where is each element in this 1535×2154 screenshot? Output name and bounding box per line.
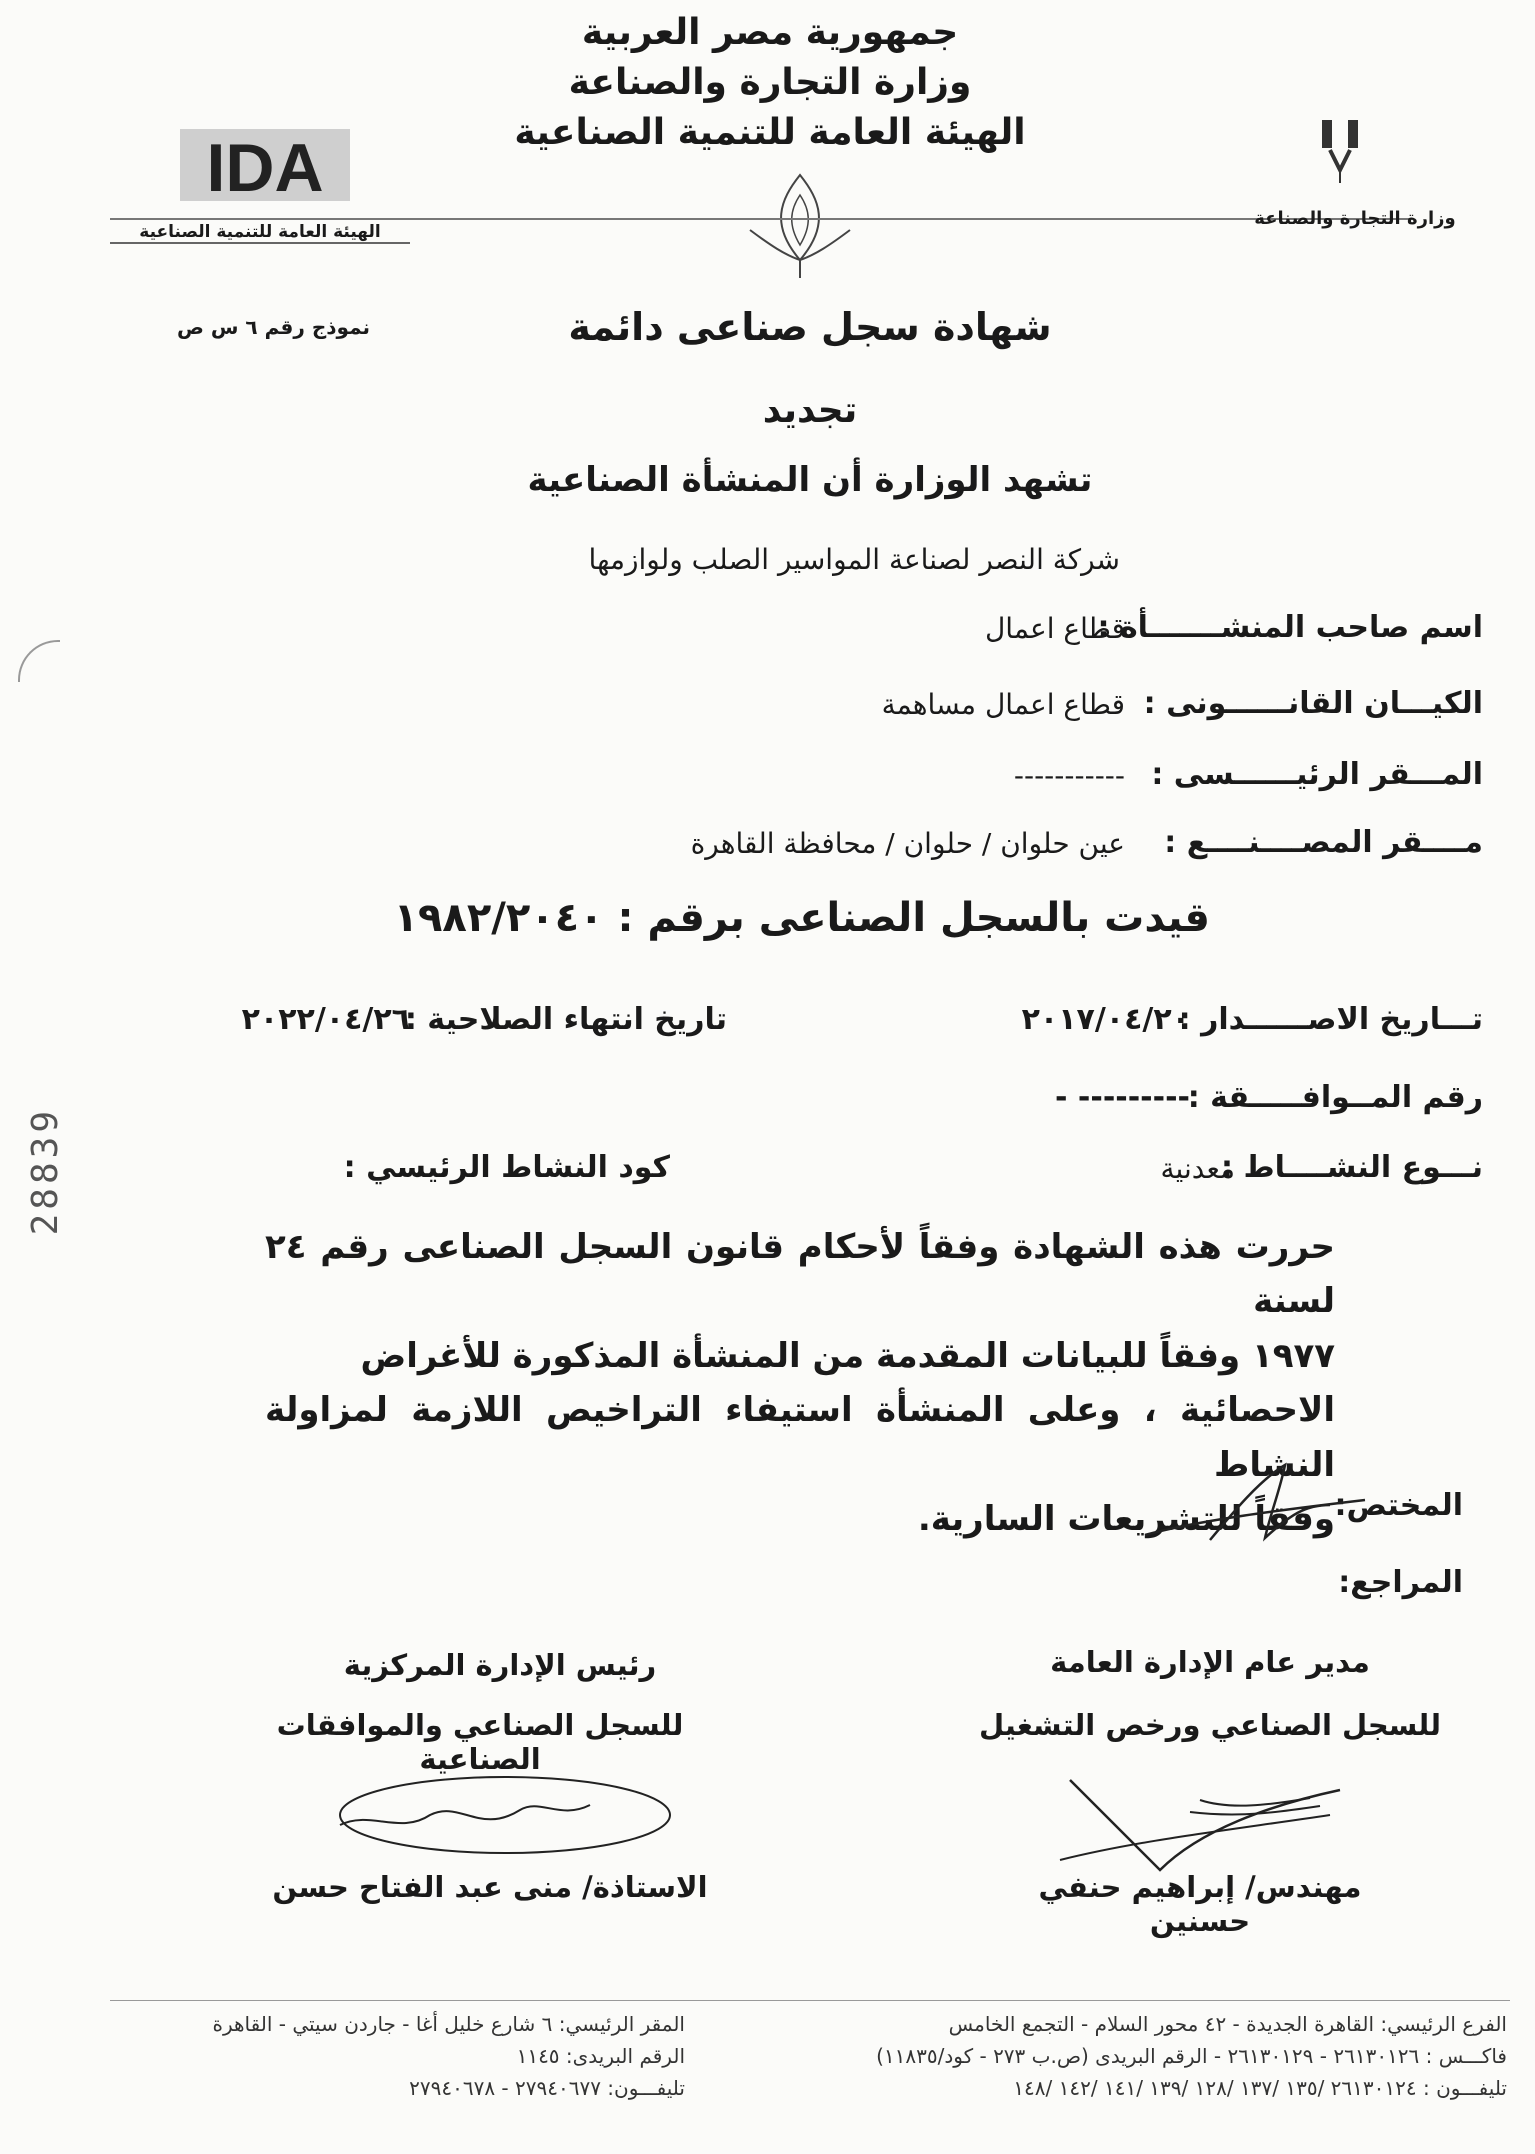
expiry-date-label: تاريخ انتهاء الصلاحية : — [404, 1002, 727, 1037]
footer-right-line: تليفـــون : ٢٦١٣٠١٢٤ /١٣٥ /١٣٧ /١٢٨ /١٣٩ /١٤١ /١٤٢ /١٤٨ — [1013, 2076, 1507, 2100]
left-signatory-title-2: للسجل الصناعي والموافقات الصناعية — [276, 1708, 684, 1776]
right-signatory-title-1: مدير عام الإدارة العامة — [1050, 1645, 1370, 1679]
ornament-emblem — [740, 170, 860, 280]
margin-stamp-number: 28839 — [25, 1107, 66, 1236]
reviewer-label: المراجع: — [1338, 1565, 1463, 1600]
left-signature — [320, 1760, 680, 1870]
right-signatory-title-2: للسجل الصناعي ورخص التشغيل — [978, 1708, 1442, 1742]
expiry-date-value: ٢٠٢٢/٠٤/٢٦ — [241, 1002, 410, 1037]
legal-entity-value: قطاع اعمال مساهمة — [881, 688, 1125, 721]
punch-mark — [18, 640, 60, 682]
issue-date-value: ٢٠١٧/٠٤/٢٠ — [1021, 1002, 1190, 1037]
header-country: جمهورية مصر العربية — [581, 12, 959, 53]
certificate-intro: تشهد الوزارة أن المنشأة الصناعية — [527, 460, 1093, 500]
left-signatory-title-1: رئيس الإدارة المركزية — [343, 1648, 657, 1682]
header-ministry: وزارة التجارة والصناعة — [568, 62, 972, 103]
specialist-label: المختص: — [1334, 1488, 1463, 1523]
activity-code-label: كود النشاط الرئيسي : — [343, 1150, 670, 1185]
statement-line: الاحصائية ، وعلى المنشأة استيفاء التراخيص اللازمة لمزاولة النشاط — [265, 1390, 1335, 1485]
registration-number: قيدت بالسجل الصناعى برقم : ١٩٨٢/٢٠٤٠ — [393, 895, 1210, 941]
footer-left — [105, 2008, 685, 2104]
factory-label: مــــقر المصــــنــــع : — [1164, 825, 1483, 860]
approval-value: --------- - — [1055, 1080, 1190, 1115]
ministry-logo-caption: وزارة التجارة والصناعة — [1254, 208, 1456, 229]
activity-type-label: نـــوع النشــــاط : — [1221, 1150, 1483, 1185]
issue-date-label: تـــاريخ الاصــــــدار : — [1178, 1002, 1483, 1037]
hq-label: المـــقر الرئيــــــسى : — [1151, 757, 1483, 792]
certificate-type: تجديد — [762, 390, 858, 431]
activity-type-value: معدنية — [1160, 1152, 1235, 1185]
footer-left-line: تليفـــون: ٢٧٩٤٠٦٧٧ - ٢٧٩٤٠٦٧٨ — [409, 2076, 685, 2100]
company-name: شركة النصر لصناعة المواسير الصلب ولوازمها — [588, 543, 1120, 576]
footer-left-line: المقر الرئيسي: ٦ شارع خليل أغا - جاردن سيتي - القاهرة — [212, 2012, 685, 2036]
ministry-emblem-icon — [1310, 115, 1370, 185]
specialist-signature — [1140, 1460, 1370, 1550]
header-authority: الهيئة العامة للتنمية الصناعية — [514, 112, 1026, 153]
factory-value: عين حلوان / حلوان / محافظة القاهرة — [690, 827, 1125, 860]
right-signature — [1050, 1760, 1350, 1880]
footer-right — [707, 2008, 1507, 2104]
approval-label: رقم المــوافـــــقة : — [1187, 1080, 1483, 1115]
legal-entity-label: الكيـــان القانــــــونى : — [1143, 686, 1483, 721]
footer-rule — [110, 2000, 1510, 2001]
ida-logo-text: IDA — [206, 130, 324, 206]
certificate-title: شهادة سجل صناعى دائمة — [568, 305, 1052, 349]
statement-line: حررت هذه الشهادة وفقاً لأحكام قانون السجل الصناعى رقم ٢٤ لسنة — [265, 1227, 1335, 1322]
footer-right-line: الفرع الرئيسي: القاهرة الجديدة - ٤٢ محور السلام - التجمع الخامس — [948, 2012, 1507, 2036]
hq-value: ----------- — [1013, 759, 1125, 792]
statement-line: ١٩٧٧ وفقاً للبيانات المقدمة من المنشأة المذكورة للأغراض — [360, 1335, 1335, 1376]
owner-value: قطاع اعمال — [984, 612, 1125, 645]
form-number: نموذج رقم ٦ س ص — [176, 315, 370, 339]
header-rule — [110, 218, 1410, 220]
left-signatory-name: الاستاذة/ منى عبد الفتاح حسن — [272, 1870, 708, 1904]
footer-left-line: الرقم البريدى: ١١٤٥ — [516, 2044, 685, 2068]
right-signatory-name: مهندس/ إبراهيم حنفي حسنين — [1038, 1870, 1362, 1938]
owner-label: اسم صاحب المنشـــــــأة : — [1097, 610, 1483, 645]
ida-logo — [180, 125, 350, 205]
statement-line: وفقاً للتشريعات السارية. — [917, 1498, 1335, 1539]
ida-logo-caption: الهيئة العامة للتنمية الصناعية — [110, 222, 410, 244]
footer-right-line: فاكـــس : ٢٦١٣٠١٢٦ - ٢٦١٣٠١٢٩ - الرقم البريدى (ص.ب ٢٧٣ - كود/١١٨٣٥) — [876, 2044, 1507, 2068]
